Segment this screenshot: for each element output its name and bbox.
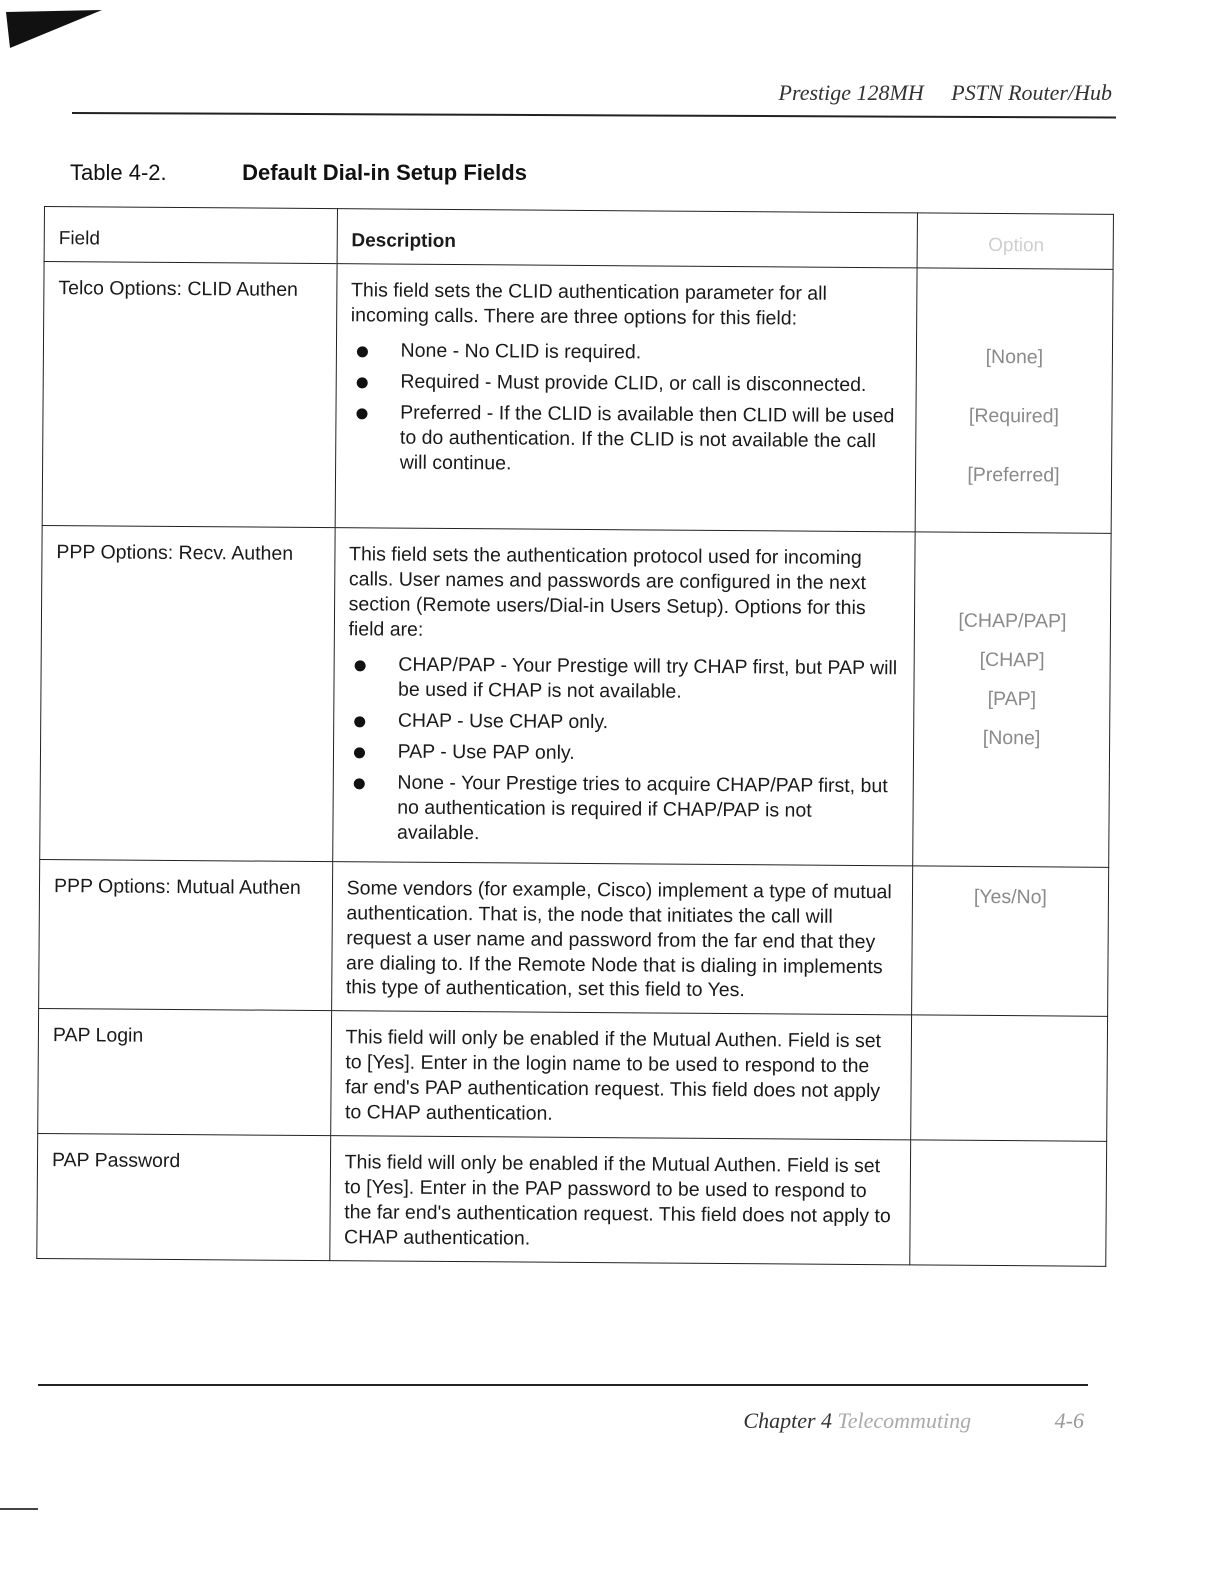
bullet-item: Preferred - If the CLID is available then CLID will be used to do authentication. If the CLID is not available the call will continue.: [350, 400, 902, 479]
description-cell: [335, 264, 917, 532]
option-cell: [913, 532, 1112, 867]
table-number: Table 4-2.: [70, 160, 167, 185]
option-value: [CHAP]: [979, 648, 1045, 672]
bullet-item: None - Your Prestige tries to acquire CHAP/PAP first, but no authentication is required if CHAP/PAP is not available.: [347, 770, 899, 849]
description-text: This field will only be enabled if the Mutual Authen. Field is set to [Yes]. Enter in the PAP password to be used to respond to the far end's authentication request. This field does not apply to CHAP authentication.: [344, 1151, 891, 1250]
table-row: [42, 262, 1113, 534]
option-value: [Preferred]: [967, 463, 1060, 487]
column-header-option: Option: [917, 213, 1114, 270]
bullet-item: Required - Must provide CLID, or call is disconnected.: [350, 369, 901, 398]
footer-rule: [38, 1384, 1088, 1386]
option-value: [Yes/No]: [973, 885, 1047, 909]
option-cell: [911, 1015, 1108, 1141]
column-header-field: Field: [44, 207, 337, 264]
footer-chapter: Chapter 4: [743, 1408, 833, 1433]
table-body: [37, 262, 1113, 1267]
header-subtitle: PSTN Router/Hub: [951, 80, 1112, 105]
table-row: [40, 526, 1111, 867]
table-row: [38, 1009, 1108, 1142]
bullet-list: [350, 338, 902, 479]
description-text: Some vendors (for example, Cisco) implement a type of mutual authentication. That is, the node that initiates the call will request a user name and password from the far end that they are dialing to. If the Remote Node that is dialing in implements this type of authentication, set this field to Yes.: [345, 876, 892, 1002]
bullet-item: CHAP - Use CHAP only.: [348, 708, 899, 737]
column-header-description: Description: [337, 209, 918, 269]
field-name-cell: Telco Options: CLID Authen: [42, 262, 337, 528]
bullet-item: None - No CLID is required.: [350, 338, 901, 367]
field-name-cell: PAP Login: [38, 1009, 332, 1136]
table-row: [39, 859, 1109, 1017]
field-name-cell: PPP Options: Mutual Authen: [39, 859, 333, 1011]
table-caption: [70, 160, 527, 186]
footer-chapter-title: Telecommuting: [837, 1408, 972, 1433]
option-value: [None]: [982, 726, 1041, 750]
table-header-row: [44, 207, 1113, 270]
option-list: [928, 609, 1096, 752]
option-value: [None]: [985, 346, 1044, 369]
scan-corner-mark: [6, 8, 102, 50]
field-name-cell: PAP Password: [37, 1134, 331, 1261]
option-cell: [910, 1140, 1107, 1266]
description-cell: [330, 1011, 911, 1140]
page-footer: [743, 1408, 1084, 1434]
description-text: This field will only be enabled if the Mutual Authen. Field is set to [Yes]. Enter in the login name to be used to respond to the far end's PAP authentication request. This field does not apply to CHAP authentication.: [344, 1026, 882, 1126]
description-text: This field sets the CLID authentication parameter for all incoming calls. There are three options for this field:: [350, 279, 827, 330]
option-list: [927, 884, 1094, 910]
option-value: [CHAP/PAP]: [958, 609, 1067, 633]
description-cell: [331, 861, 912, 1015]
header-product: Prestige 128MH: [778, 80, 924, 105]
option-cell: [911, 866, 1108, 1017]
table-title: Default Dial-in Setup Fields: [242, 160, 527, 185]
running-header: [779, 80, 1112, 106]
bullet-list: [347, 652, 900, 849]
description-text: This field sets the authentication protocol used for incoming calls. User names and passwords are configured in the next section (Remote users/Dial-in Users Setup). Options for this field are:: [348, 543, 867, 641]
bullet-item: CHAP/PAP - Your Prestige will try CHAP first, but PAP will be used if CHAP is not available.: [348, 652, 900, 706]
bullet-item: PAP - Use PAP only.: [348, 739, 899, 768]
field-name-cell: PPP Options: Recv. Authen: [40, 526, 335, 862]
option-value: [Required]: [968, 405, 1059, 428]
page-number: 4-6: [1054, 1408, 1084, 1433]
description-cell: [332, 528, 915, 866]
scan-bottom-mark: [0, 1508, 38, 1516]
header-rule: [72, 112, 1116, 119]
option-list: [930, 345, 1098, 489]
option-cell: [915, 268, 1113, 533]
table-row: [37, 1134, 1107, 1267]
dial-in-setup-table: [36, 206, 1114, 1267]
option-value: [PAP]: [987, 688, 1037, 711]
description-cell: [329, 1136, 910, 1265]
